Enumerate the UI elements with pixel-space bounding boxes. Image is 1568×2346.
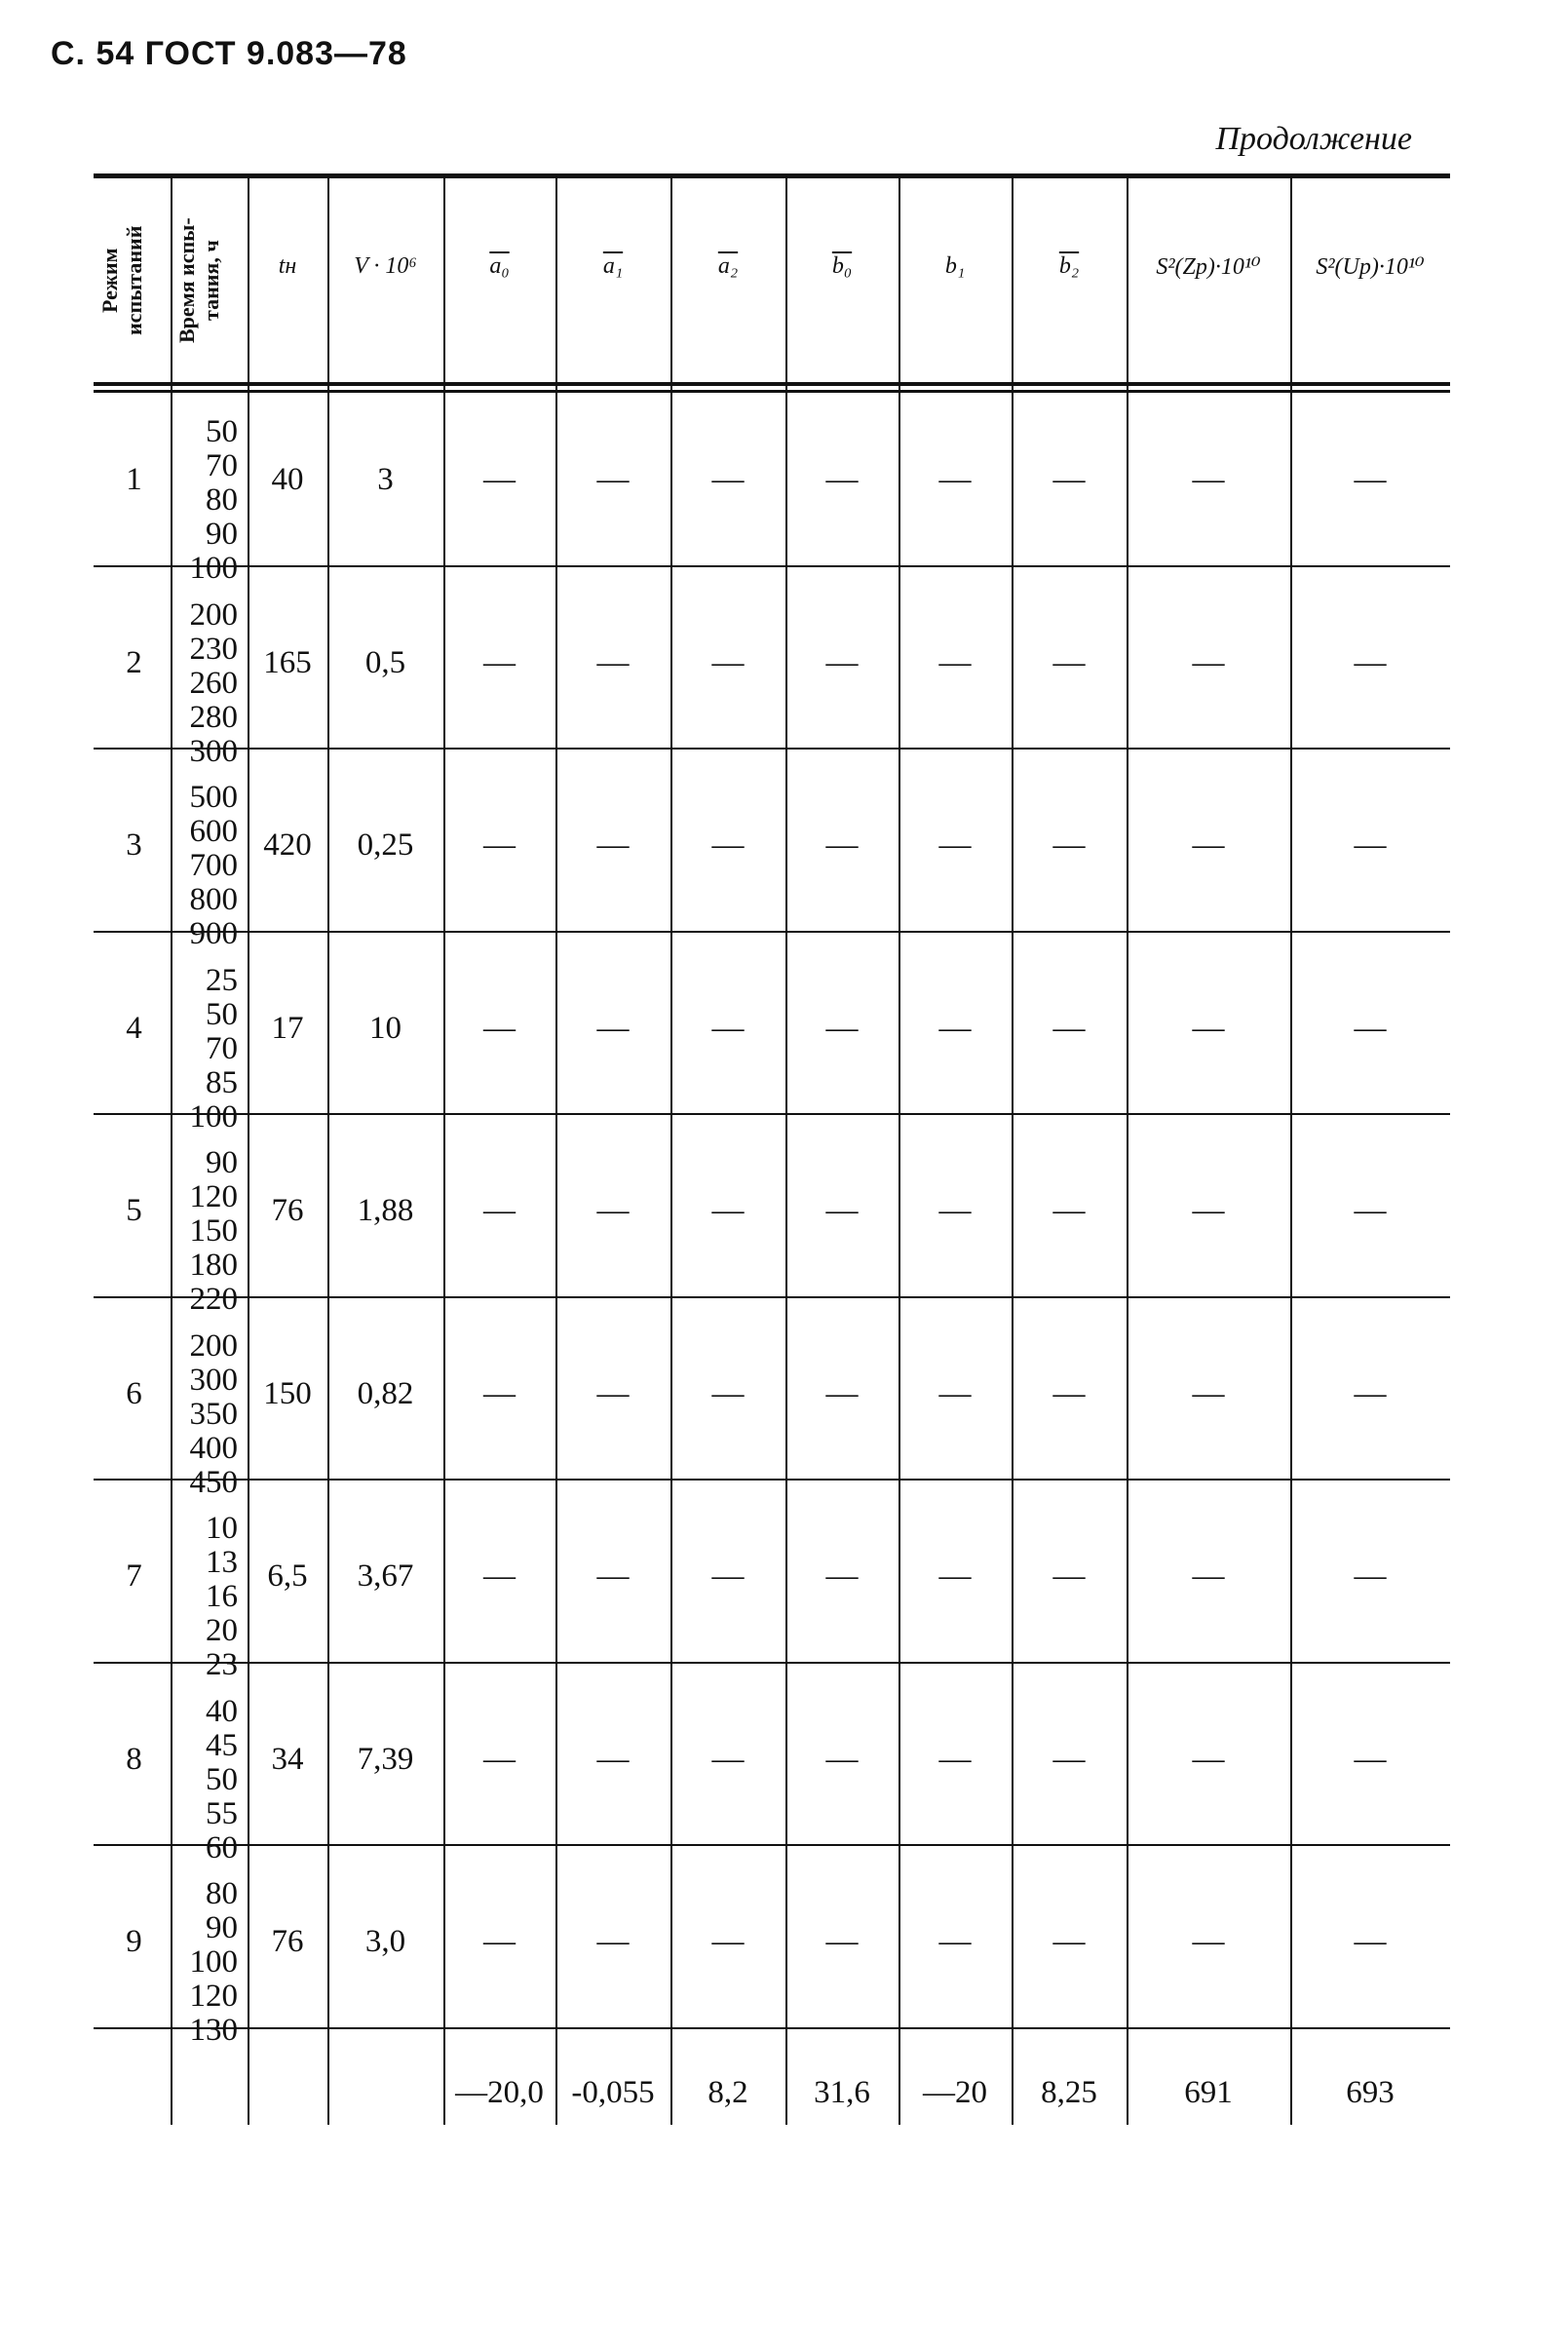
test-time-list — [172, 1876, 238, 2048]
test-time-value: 55 — [206, 1795, 238, 1831]
cell-b0: — — [825, 1193, 859, 1229]
cell-b1: — — [938, 1558, 972, 1595]
continuation-label: Продолжение — [1215, 121, 1412, 157]
cell-t-n: 420 — [263, 827, 312, 864]
test-time-list — [172, 1145, 238, 1317]
cell-b0: — — [825, 1010, 859, 1046]
test-time-value: 280 — [189, 699, 238, 735]
cell-a2: — — [711, 1741, 745, 1777]
test-time-value: 10 — [206, 1511, 238, 1546]
cell-t-n: 76 — [271, 1193, 304, 1229]
cell-b1: — — [938, 1010, 972, 1046]
cell-a1: — — [596, 1558, 630, 1595]
test-time-value: 300 — [189, 1362, 238, 1398]
test-time-value: 50 — [206, 1761, 238, 1797]
cell-s2u: — — [1354, 1010, 1387, 1046]
test-time-value: 100 — [189, 1944, 238, 1980]
row-divider — [94, 1844, 1450, 1846]
test-time-value: 230 — [189, 631, 238, 667]
cell-a0: — — [483, 462, 516, 498]
cell-a2: — — [711, 827, 745, 864]
header-b0-label: b₀ — [831, 252, 853, 279]
cell-s2u: — — [1354, 1924, 1387, 1960]
cell-s2u: — — [1354, 1558, 1387, 1595]
summary-cell-b0: 31,6 — [814, 2075, 870, 2110]
row-divider — [94, 1113, 1450, 1115]
test-time-list — [172, 780, 238, 951]
cell-b1: — — [938, 1741, 972, 1777]
summary-cell-a2: 8,2 — [708, 2075, 748, 2110]
cell-s2z: — — [1192, 1558, 1225, 1595]
test-time-value: 450 — [189, 1464, 238, 1500]
cell-b1: — — [938, 827, 972, 864]
test-time-value: 180 — [189, 1248, 238, 1283]
test-time-value: 260 — [189, 665, 238, 701]
cell-a0: — — [483, 1375, 516, 1411]
cell-mode: 8 — [126, 1741, 142, 1777]
header-mode — [97, 191, 171, 370]
header-t-n — [248, 212, 327, 320]
cell-a1: — — [596, 644, 630, 680]
cell-s2z: — — [1192, 1375, 1225, 1411]
test-time-value: 200 — [189, 1327, 238, 1364]
summary-cell-b1: —20 — [923, 2075, 987, 2110]
cell-a1: — — [596, 1741, 630, 1777]
cell-b0: — — [825, 1741, 859, 1777]
test-time-list — [172, 596, 238, 769]
test-time-value: 50 — [206, 414, 238, 449]
cell-s2u: — — [1354, 827, 1387, 864]
cell-b2: — — [1052, 644, 1086, 680]
cell-v: 10 — [369, 1010, 402, 1046]
summary-cell-t-n — [248, 2061, 327, 2125]
test-time-value: 800 — [189, 882, 238, 917]
cell-b2: — — [1052, 1741, 1086, 1777]
header-a0 — [443, 212, 555, 320]
row-divider — [94, 565, 1450, 567]
summary-cell-s2u: 693 — [1346, 2075, 1395, 2110]
cell-b2: — — [1052, 1558, 1086, 1595]
cell-s2u: — — [1354, 1375, 1387, 1411]
test-time-value: 220 — [189, 1282, 238, 1317]
cell-b0: — — [825, 1558, 859, 1595]
cell-a0: — — [483, 1010, 516, 1046]
test-time-value: 45 — [206, 1727, 238, 1763]
header-time-line: Время испы- — [174, 217, 199, 344]
cell-mode: 1 — [126, 462, 142, 498]
test-time-list — [172, 1511, 238, 1682]
cell-s2u: — — [1354, 1741, 1387, 1777]
test-time-value: 80 — [206, 1876, 238, 1911]
test-time-value: 400 — [189, 1430, 238, 1466]
cell-s2z: — — [1192, 827, 1225, 864]
test-time-value: 100 — [189, 551, 238, 586]
row-divider — [94, 931, 1450, 933]
header-mode-line: испытаний — [122, 225, 146, 336]
row-divider — [94, 1479, 1450, 1481]
test-time-value: 50 — [206, 996, 238, 1032]
cell-t-n: 40 — [271, 462, 304, 498]
cell-a0: — — [483, 1558, 516, 1595]
header-s2u-label: S²(Up)·10¹⁰ — [1316, 253, 1425, 280]
row-divider — [94, 1296, 1450, 1298]
cell-b0: — — [825, 1924, 859, 1960]
header-a1-label: a₁ — [602, 252, 624, 279]
cell-b1: — — [938, 644, 972, 680]
header-s2z — [1127, 212, 1290, 320]
cell-s2z: — — [1192, 1924, 1225, 1960]
test-time-value: 85 — [206, 1064, 238, 1100]
test-time-value: 70 — [206, 1030, 238, 1066]
test-time-value: 900 — [189, 916, 238, 951]
test-time-value: 90 — [206, 1145, 238, 1180]
cell-v: 1,88 — [357, 1193, 414, 1229]
cell-s2z: — — [1192, 1010, 1225, 1046]
cell-b0: — — [825, 462, 859, 498]
cell-a2: — — [711, 1558, 745, 1595]
cell-b0: — — [825, 1375, 859, 1411]
test-time-list — [172, 1327, 238, 1500]
test-time-value: 25 — [206, 962, 238, 998]
cell-s2u: — — [1354, 462, 1387, 498]
cell-b2: — — [1052, 1924, 1086, 1960]
cell-v: 0,5 — [364, 644, 406, 680]
test-time-value: 23 — [206, 1647, 238, 1682]
cell-a1: — — [596, 1924, 630, 1960]
cell-s2z: — — [1192, 1193, 1225, 1229]
header-t-n-label: tн — [278, 252, 297, 279]
header-b1 — [899, 212, 1012, 320]
test-time-value: 90 — [206, 517, 238, 552]
cell-b0: — — [825, 644, 859, 680]
header-bottom-rule — [94, 390, 1450, 393]
cell-t-n: 150 — [263, 1375, 312, 1411]
header-b2 — [1012, 212, 1127, 320]
test-time-value: 60 — [206, 1829, 238, 1865]
header-s2z-label: S²(Zp)·10¹⁰ — [1156, 253, 1261, 280]
cell-a0: — — [483, 644, 516, 680]
cell-b1: — — [938, 462, 972, 498]
cell-b2: — — [1052, 462, 1086, 498]
cell-a1: — — [596, 1010, 630, 1046]
cell-mode: 6 — [126, 1375, 142, 1411]
header-v-label: V · 10⁶ — [354, 252, 417, 279]
cell-t-n: 6,5 — [267, 1558, 308, 1595]
header-b2-label: b₂ — [1058, 252, 1080, 279]
cell-t-n: 17 — [271, 1010, 304, 1046]
table-top-rule — [94, 173, 1450, 178]
cell-a0: — — [483, 1924, 516, 1960]
cell-mode: 2 — [126, 644, 142, 680]
test-time-value: 120 — [189, 1179, 238, 1214]
header-test-time — [174, 191, 244, 370]
cell-b0: — — [825, 827, 859, 864]
cell-b2: — — [1052, 827, 1086, 864]
cell-mode: 3 — [126, 827, 142, 864]
test-time-value: 13 — [206, 1545, 238, 1580]
test-time-value: 200 — [189, 596, 238, 633]
cell-v: 0,25 — [357, 827, 414, 864]
cell-a2: — — [711, 1375, 745, 1411]
row-divider — [94, 2027, 1450, 2029]
cell-a2: — — [711, 462, 745, 498]
test-time-value: 350 — [189, 1396, 238, 1432]
cell-a2: — — [711, 1010, 745, 1046]
cell-s2u: — — [1354, 1193, 1387, 1229]
cell-b1: — — [938, 1193, 972, 1229]
cell-a0: — — [483, 827, 516, 864]
cell-v: 7,39 — [357, 1741, 414, 1777]
cell-s2z: — — [1192, 1741, 1225, 1777]
cell-b1: — — [938, 1375, 972, 1411]
header-a0-label: a₀ — [489, 252, 510, 279]
test-time-list — [172, 962, 238, 1135]
page-header: С. 54 ГОСТ 9.083—78 — [51, 35, 407, 72]
row-divider — [94, 748, 1450, 750]
cell-v: 3,67 — [357, 1558, 414, 1595]
test-time-value: 120 — [189, 1979, 238, 2014]
cell-s2z: — — [1192, 644, 1225, 680]
summary-cell-a1: -0,055 — [571, 2075, 655, 2110]
header-time-line: тания, ч — [199, 240, 223, 322]
cell-t-n: 76 — [271, 1924, 304, 1960]
header-s2u — [1290, 212, 1450, 320]
header-bottom-rule — [94, 382, 1450, 386]
summary-cell-b2: 8,25 — [1041, 2075, 1097, 2110]
cell-a2: — — [711, 644, 745, 680]
cell-t-n: 165 — [263, 644, 312, 680]
test-time-list — [172, 1693, 238, 1865]
cell-s2u: — — [1354, 644, 1387, 680]
cell-mode: 7 — [126, 1558, 142, 1595]
summary-cell-mode — [97, 2061, 171, 2125]
cell-mode: 5 — [126, 1193, 142, 1229]
header-b1-label: b₁ — [944, 252, 966, 279]
summary-cell-a0: —20,0 — [455, 2075, 544, 2110]
row-divider — [94, 1662, 1450, 1664]
test-time-value: 700 — [189, 848, 238, 883]
cell-a1: — — [596, 1193, 630, 1229]
cell-b1: — — [938, 1924, 972, 1960]
cell-mode: 4 — [126, 1010, 142, 1046]
cell-t-n: 34 — [271, 1741, 304, 1777]
cell-a1: — — [596, 1375, 630, 1411]
cell-v: 3 — [377, 462, 394, 498]
cell-b2: — — [1052, 1375, 1086, 1411]
header-a2-label: a₂ — [717, 252, 739, 279]
test-time-value: 90 — [206, 1910, 238, 1945]
test-time-list — [172, 414, 238, 586]
cell-a0: — — [483, 1741, 516, 1777]
cell-a1: — — [596, 827, 630, 864]
test-time-value: 300 — [189, 733, 238, 769]
cell-a2: — — [711, 1924, 745, 1960]
test-time-value: 20 — [206, 1613, 238, 1648]
cell-a1: — — [596, 462, 630, 498]
header-b0 — [785, 212, 899, 320]
cell-v: 0,82 — [357, 1375, 414, 1411]
summary-cell-s2z: 691 — [1184, 2075, 1233, 2110]
cell-mode: 9 — [126, 1924, 142, 1960]
header-v — [327, 212, 443, 320]
test-time-value: 16 — [206, 1579, 238, 1614]
cell-v: 3,0 — [364, 1924, 406, 1960]
header-a1 — [555, 212, 670, 320]
header-mode-line: Режим — [97, 248, 122, 314]
header-a2 — [670, 212, 785, 320]
test-time-value: 80 — [206, 482, 238, 518]
test-time-value: 500 — [189, 780, 238, 815]
test-time-value: 150 — [189, 1213, 238, 1249]
cell-a0: — — [483, 1193, 516, 1229]
cell-s2z: — — [1192, 462, 1225, 498]
test-time-value: 100 — [189, 1098, 238, 1135]
test-time-value: 130 — [189, 2013, 238, 2048]
test-time-value: 70 — [206, 448, 238, 483]
cell-a2: — — [711, 1193, 745, 1229]
summary-cell-v — [327, 2061, 443, 2125]
test-time-value: 40 — [206, 1693, 238, 1729]
cell-b2: — — [1052, 1193, 1086, 1229]
test-time-value: 600 — [189, 814, 238, 849]
cell-b2: — — [1052, 1010, 1086, 1046]
